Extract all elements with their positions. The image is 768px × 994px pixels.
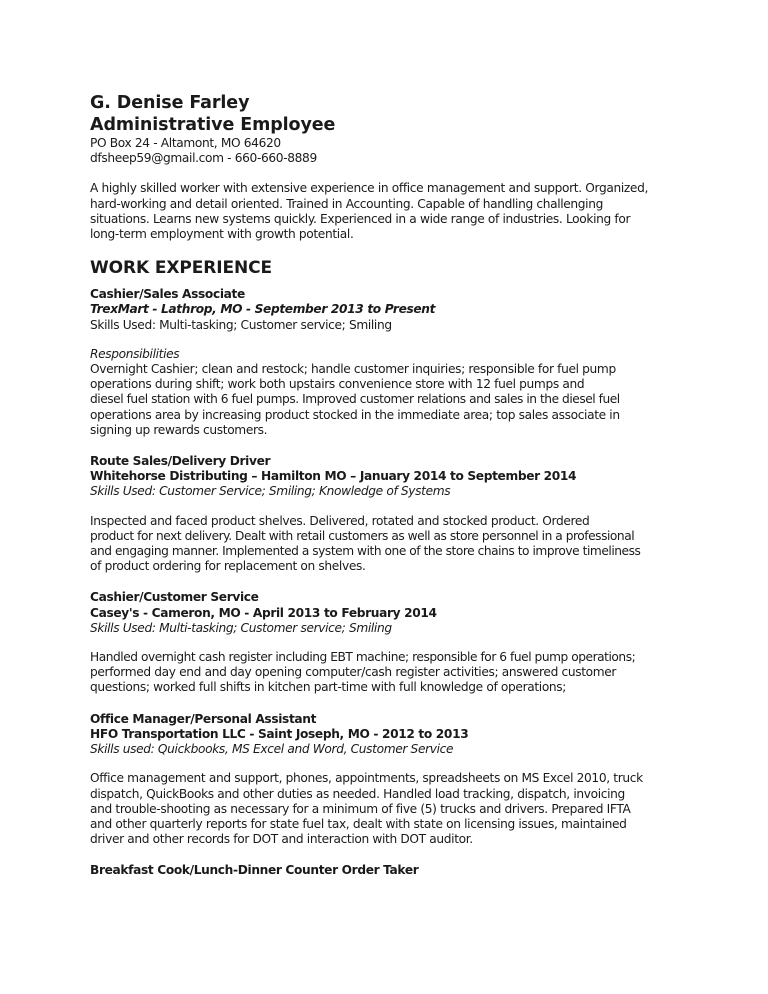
candidate-title: Administrative Employee	[90, 115, 336, 135]
job-description-line: and trouble-shooting as necessary for a minimum of five (5) trucks and drivers. Prepared IFTA	[90, 801, 631, 816]
job-company: HFO Transportation LLC - Saint Joseph, MO - 2012 to 2013	[90, 726, 469, 741]
job-title: Office Manager/Personal Assistant	[90, 711, 317, 726]
summary-line: long-term employment with growth potential.	[90, 227, 354, 242]
responsibilities-label: Responsibilities	[90, 346, 180, 361]
job-description-line: dispatch, QuickBooks and other duties as needed. Handled load tracking, dispatch, invoicing	[90, 786, 625, 801]
job-entry	[90, 590, 690, 695]
job-description-line: Inspected and faced product shelves. Delivered, rotated and stocked product. Ordered	[90, 513, 590, 528]
job-entry	[90, 712, 690, 848]
resume-page	[90, 92, 690, 879]
job-description-line: diesel fuel station with 6 fuel pumps. Improved customer relations and sales in the diesel fuel	[90, 392, 620, 407]
job-description-line: Office management and support, phones, appointments, spreadsheets on MS Excel 2010, truck	[90, 771, 643, 786]
job-skills: Skills Used: Customer Service; Smiling; Knowledge of Systems	[90, 484, 451, 499]
work-experience-heading: WORK EXPERIENCE	[90, 258, 273, 279]
job-entry	[90, 454, 690, 574]
job-title: Route Sales/Delivery Driver	[90, 454, 271, 469]
candidate-name: G. Denise Farley	[90, 93, 250, 113]
job-description-line: driver and other records for DOT and interaction with DOT auditor.	[90, 832, 473, 847]
job-description-line: operations area by increasing product stocked in the immediate area; top sales associate in	[90, 407, 620, 422]
job-description-line: and other quarterly reports for state fuel tax, dealt with state on licensing issues, maintained	[90, 816, 627, 831]
summary-line: hard-working and detail oriented. Trained in Accounting. Capable of handling challenging	[90, 196, 603, 211]
job-description-line: Handled overnight cash register including EBT machine; responsible for 6 fuel pump operations;	[90, 650, 636, 665]
job-company: TrexMart - Lathrop, MO - September 2013 to Present	[90, 302, 436, 317]
summary-paragraph	[90, 181, 690, 242]
job-description-line: product for next delivery. Dealt with retail customers as well as store personnel in a professional	[90, 528, 635, 543]
address-line: PO Box 24 - Altamont, MO 64620	[90, 136, 281, 150]
job-company: Whitehorse Distributing – Hamilton MO – January 2014 to September 2014	[90, 469, 577, 484]
contact-line: dfsheep59@gmail.com - 660-660-8889	[90, 151, 317, 166]
job-description-line: questions; worked full shifts in kitchen part-time with full knowledge of operations;	[90, 680, 567, 695]
job-description-line: of product ordering for replacement on shelves.	[90, 559, 366, 574]
job-company: Casey's - Cameron, MO - April 2013 to February 2014	[90, 605, 437, 620]
job-skills: Skills used: Quickbooks, MS Excel and Word, Customer Service	[90, 742, 454, 757]
job-description-line: and engaging manner. Implemented a system with one of the store chains to improve timeliness	[90, 544, 641, 559]
job-description-line: signing up rewards customers.	[90, 422, 268, 437]
job-entry	[90, 863, 690, 878]
job-entry	[90, 287, 690, 438]
job-description-line: Overnight Cashier; clean and restock; handle customer inquiries; responsible for fuel pump	[90, 362, 616, 377]
job-skills: Skills Used: Multi-tasking; Customer service; Smiling	[90, 620, 392, 635]
job-title: Breakfast Cook/Lunch-Dinner Counter Order Taker	[90, 863, 419, 878]
summary-line: situations. Learns new systems quickly. Experienced in a wide range of industries. Looking for	[90, 211, 631, 226]
job-title: Cashier/Customer Service	[90, 590, 259, 605]
job-title: Cashier/Sales Associate	[90, 287, 245, 302]
job-description-line: operations during shift; work both upstairs convenience store with 12 fuel pumps and	[90, 377, 585, 392]
summary-line: A highly skilled worker with extensive experience in office management and support. Organized,	[90, 181, 648, 196]
job-description-line: performed day end and day opening computer/cash register activities; answered customer	[90, 665, 617, 680]
job-skills: Skills Used: Multi-tasking; Customer service; Smiling	[90, 317, 392, 332]
